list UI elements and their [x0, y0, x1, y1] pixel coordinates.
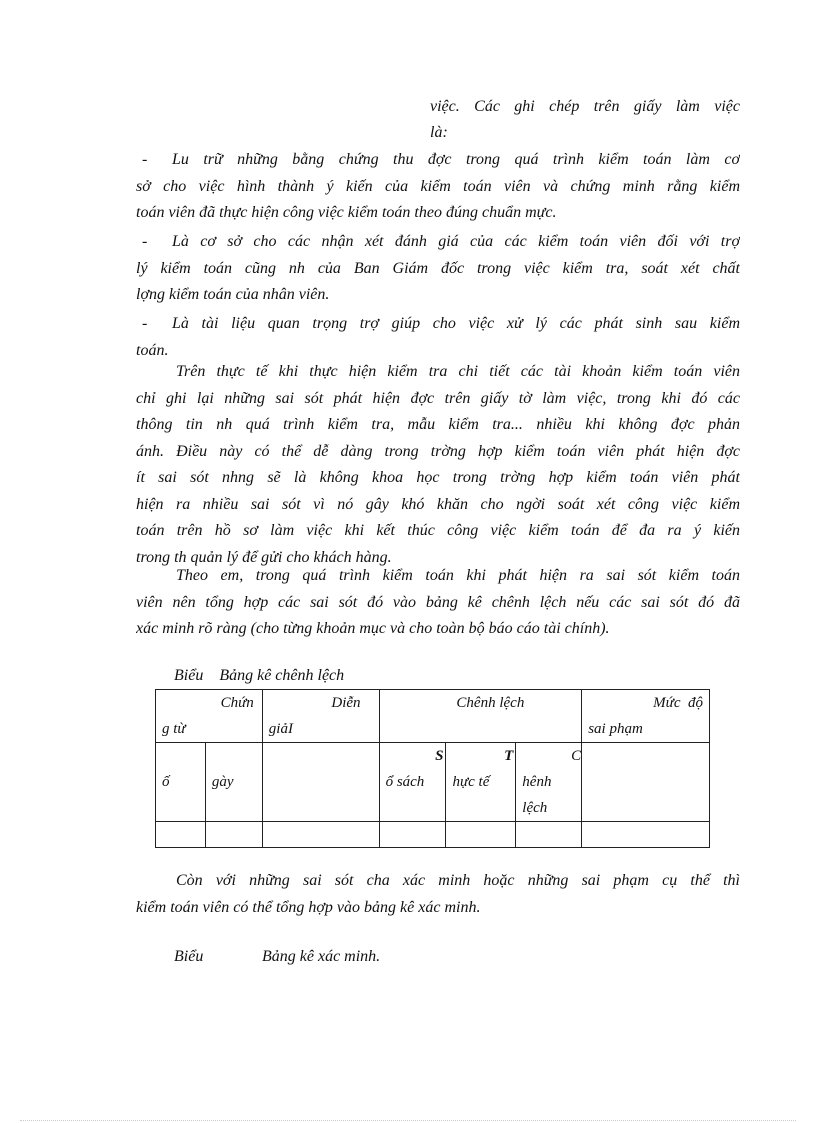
subheader-blank: [582, 743, 710, 822]
table-cell: [205, 822, 262, 848]
table-cell: [156, 822, 206, 848]
bullet-line: Lu trữ những bằng chứng thu đợc trong quá trình kiểm toán làm cơ: [172, 151, 740, 168]
paragraph-line: viên nên tổng hợp các sai sót đó vào bảng kê chênh lệch nếu các sai sót đó đã: [136, 593, 740, 611]
subheader-ngay: gày: [205, 743, 262, 822]
paragraph: [136, 563, 740, 643]
table-cell: [582, 822, 710, 848]
bullet-item: [136, 311, 740, 364]
paragraph-line: Trên thực tế khi thực hiện kiểm tra chi tiết các tài khoản kiểm toán viên: [176, 363, 740, 380]
header-dien-giai: Diễn giảI: [262, 690, 379, 743]
table-cell: [262, 822, 379, 848]
bullet-line: lợng kiểm toán của nhân viên.: [136, 286, 330, 303]
paragraph-line: Theo em, trong quá trình kiểm toán khi phát hiện ra sai sót kiểm toán: [176, 567, 740, 584]
intro-line-2: là:: [430, 124, 448, 141]
bullet-line: toán viên đã thực hiện công việc kiểm toán theo đúng chuẩn mực.: [136, 204, 557, 221]
table-cell: [446, 822, 516, 848]
bullet-item: [136, 229, 740, 309]
bullet-dash: -: [142, 315, 148, 332]
subheader-so-sach: S ổ sách: [379, 743, 446, 822]
bullet-dash: -: [142, 151, 148, 168]
header-chenh-lech: Chênh lệch: [379, 690, 582, 743]
paragraph-line: ánh. Điều này có thể dễ dàng trong trờng hợp kiểm toán viên phát hiện đợc: [136, 442, 740, 460]
paragraph-line: hiện ra nhiều sai sót vì nó gây khó khăn cho ngời soát xét công việc kiểm: [136, 495, 740, 513]
discrepancy-table: [155, 689, 710, 848]
bullet-line: lý kiểm toán cũng nh của Ban Giám đốc trong việc kiểm tra, soát xét chất: [136, 259, 740, 277]
paragraph-line: thông tin nh quá trình kiểm tra, mẫu kiểm tra... nhiều khi không đợc phản: [136, 416, 740, 433]
table-cell: [516, 822, 582, 848]
table-caption: Biểu Bảng kê chênh lệch: [174, 667, 345, 684]
bullet-line: Là tài liệu quan trọng trợ giúp cho việc xử lý các phát sinh sau kiểm: [172, 315, 740, 332]
subheader-so: ố: [156, 743, 206, 822]
bullet-dash: -: [142, 233, 148, 250]
subheader-blank: [262, 743, 379, 822]
bullet-line: toán.: [136, 341, 169, 359]
paragraph-line: xác minh rõ ràng (cho từng khoản mục và cho toàn bộ báo cáo tài chính).: [136, 620, 610, 637]
paragraph-line: chỉ ghi lại những sai sót phát hiện đợc trên giấy tờ làm việc, trong khi đó các: [136, 389, 740, 407]
paragraph-line: ít sai sót nhng sẽ là không khoa học trong trờng hợp kiểm toán viên phát: [136, 469, 740, 486]
bullet-line: sở cho việc hình thành ý kiến của kiểm toán viên và chứng minh rằng kiểm: [136, 177, 740, 195]
header-muc-do: Mức độ sai phạm: [582, 690, 710, 743]
table-cell: [379, 822, 446, 848]
table2-caption-title: Bảng kê xác minh.: [262, 948, 381, 965]
subheader-thuc-te: T hực tế: [446, 743, 516, 822]
paragraph-line: kiểm toán viên có thể tổng hợp vào bảng kê xác minh.: [136, 898, 481, 916]
header-chung-tu: Chứn g từ: [156, 690, 263, 743]
paragraph: [136, 868, 740, 921]
bullet-item: [136, 147, 740, 227]
paragraph: [136, 359, 740, 571]
paragraph-line: Còn với những sai sót cha xác minh hoặc những sai phạm cụ thể thì: [176, 872, 740, 889]
intro-line-1: việc. Các ghi chép trên giấy làm việc: [430, 98, 740, 115]
page-bottom-rule: [20, 1120, 796, 1121]
table2-caption-label: Biểu: [174, 948, 204, 965]
paragraph-line: toán trên hồ sơ làm việc khi kết thúc công việc kiểm toán để đa ra ý kiến: [136, 522, 740, 539]
bullet-line: Là cơ sở cho các nhận xét đánh giá của các kiểm toán viên đối với trợ: [172, 233, 740, 250]
subheader-chenh-lech: C hênh lệch: [516, 743, 582, 822]
paragraph-line: trong th quản lý để gửi cho khách hàng.: [136, 548, 392, 566]
